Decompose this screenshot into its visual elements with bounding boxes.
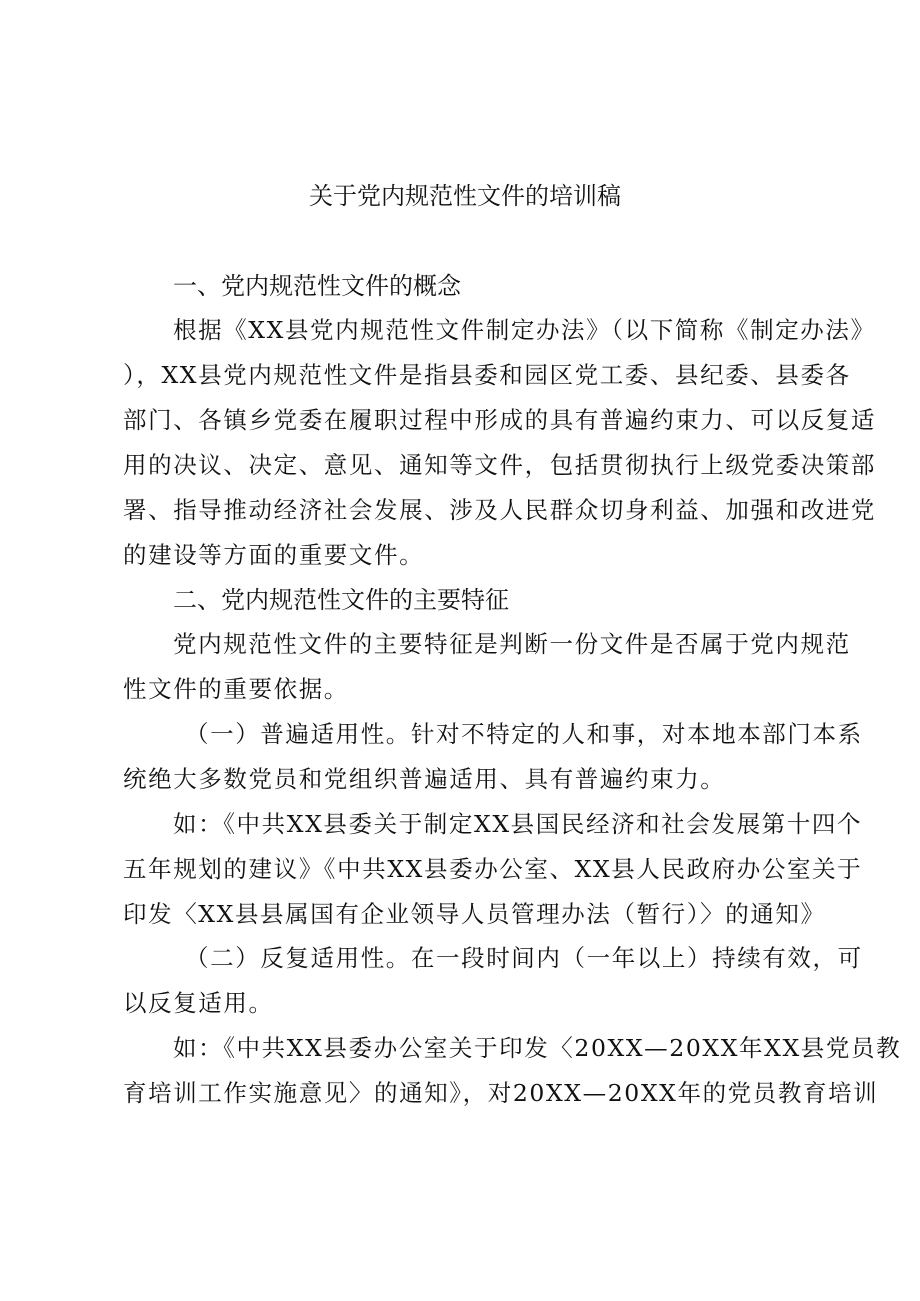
paragraph-line: 五年规划的建议》《中共XX县委办公室、XX县人民政府办公室关于 (123, 855, 863, 883)
paragraph-line: ），XX县党内规范性文件是指县委和园区党工委、县纪委、县委各 (123, 361, 851, 389)
item-2-paragraph (123, 936, 863, 1026)
section-1-heading: 一、党内规范性文件的概念 (173, 272, 461, 300)
item-1-paragraph (123, 712, 863, 802)
paragraph-line: 性文件的重要依据。 (123, 675, 349, 703)
example-2-paragraph (123, 1026, 902, 1116)
paragraph-line: 署、指导推动经济社会发展、涉及人民群众切身利益、加强和改进党 (123, 496, 876, 524)
paragraph-line: （一）普遍适用性。针对不特定的人和事，对本地本部门本系 (185, 720, 863, 748)
document-title: 关于党内规范性文件的培训稿 (309, 182, 621, 210)
example-1-paragraph (123, 802, 863, 937)
paragraph-line: 育培训工作实施意见〉的通知》，对20XX—20XX年的党员教育培训 (123, 1079, 879, 1107)
paragraph-line: 如：《中共XX县委办公室关于印发〈20XX—20XX年XX县党员教 (173, 1034, 902, 1062)
paragraph-line: 党内规范性文件的主要特征是判断一份文件是否属于党内规范 (173, 630, 851, 658)
paragraph-line: 统绝大多数党员和党组织普遍适用、具有普遍约束力。 (123, 765, 726, 793)
paragraph-line: 用的决议、决定、意见、通知等文件，包括贯彻执行上级党委决策部 (123, 451, 876, 479)
section-2-heading: 二、党内规范性文件的主要特征 (173, 586, 509, 614)
section-2-intro (123, 622, 851, 712)
paragraph-line: （二）反复适用性。在一段时间内（一年以上）持续有效，可 (185, 944, 863, 972)
paragraph-line: 根据《XX县党内规范性文件制定办法》（以下简称《制定办法》 (173, 316, 876, 344)
section-1-paragraph (123, 308, 876, 578)
paragraph-line: 印发〈XX县县属国有企业领导人员管理办法（暂行）〉的通知》 (123, 900, 826, 928)
paragraph-line: 以反复适用。 (123, 989, 274, 1017)
paragraph-line: 部门、各镇乡党委在履职过程中形成的具有普遍约束力、可以反复适 (123, 406, 876, 434)
paragraph-line: 的建设等方面的重要文件。 (123, 541, 425, 569)
paragraph-line: 如：《中共XX县委关于制定XX县国民经济和社会发展第十四个 (173, 810, 863, 838)
